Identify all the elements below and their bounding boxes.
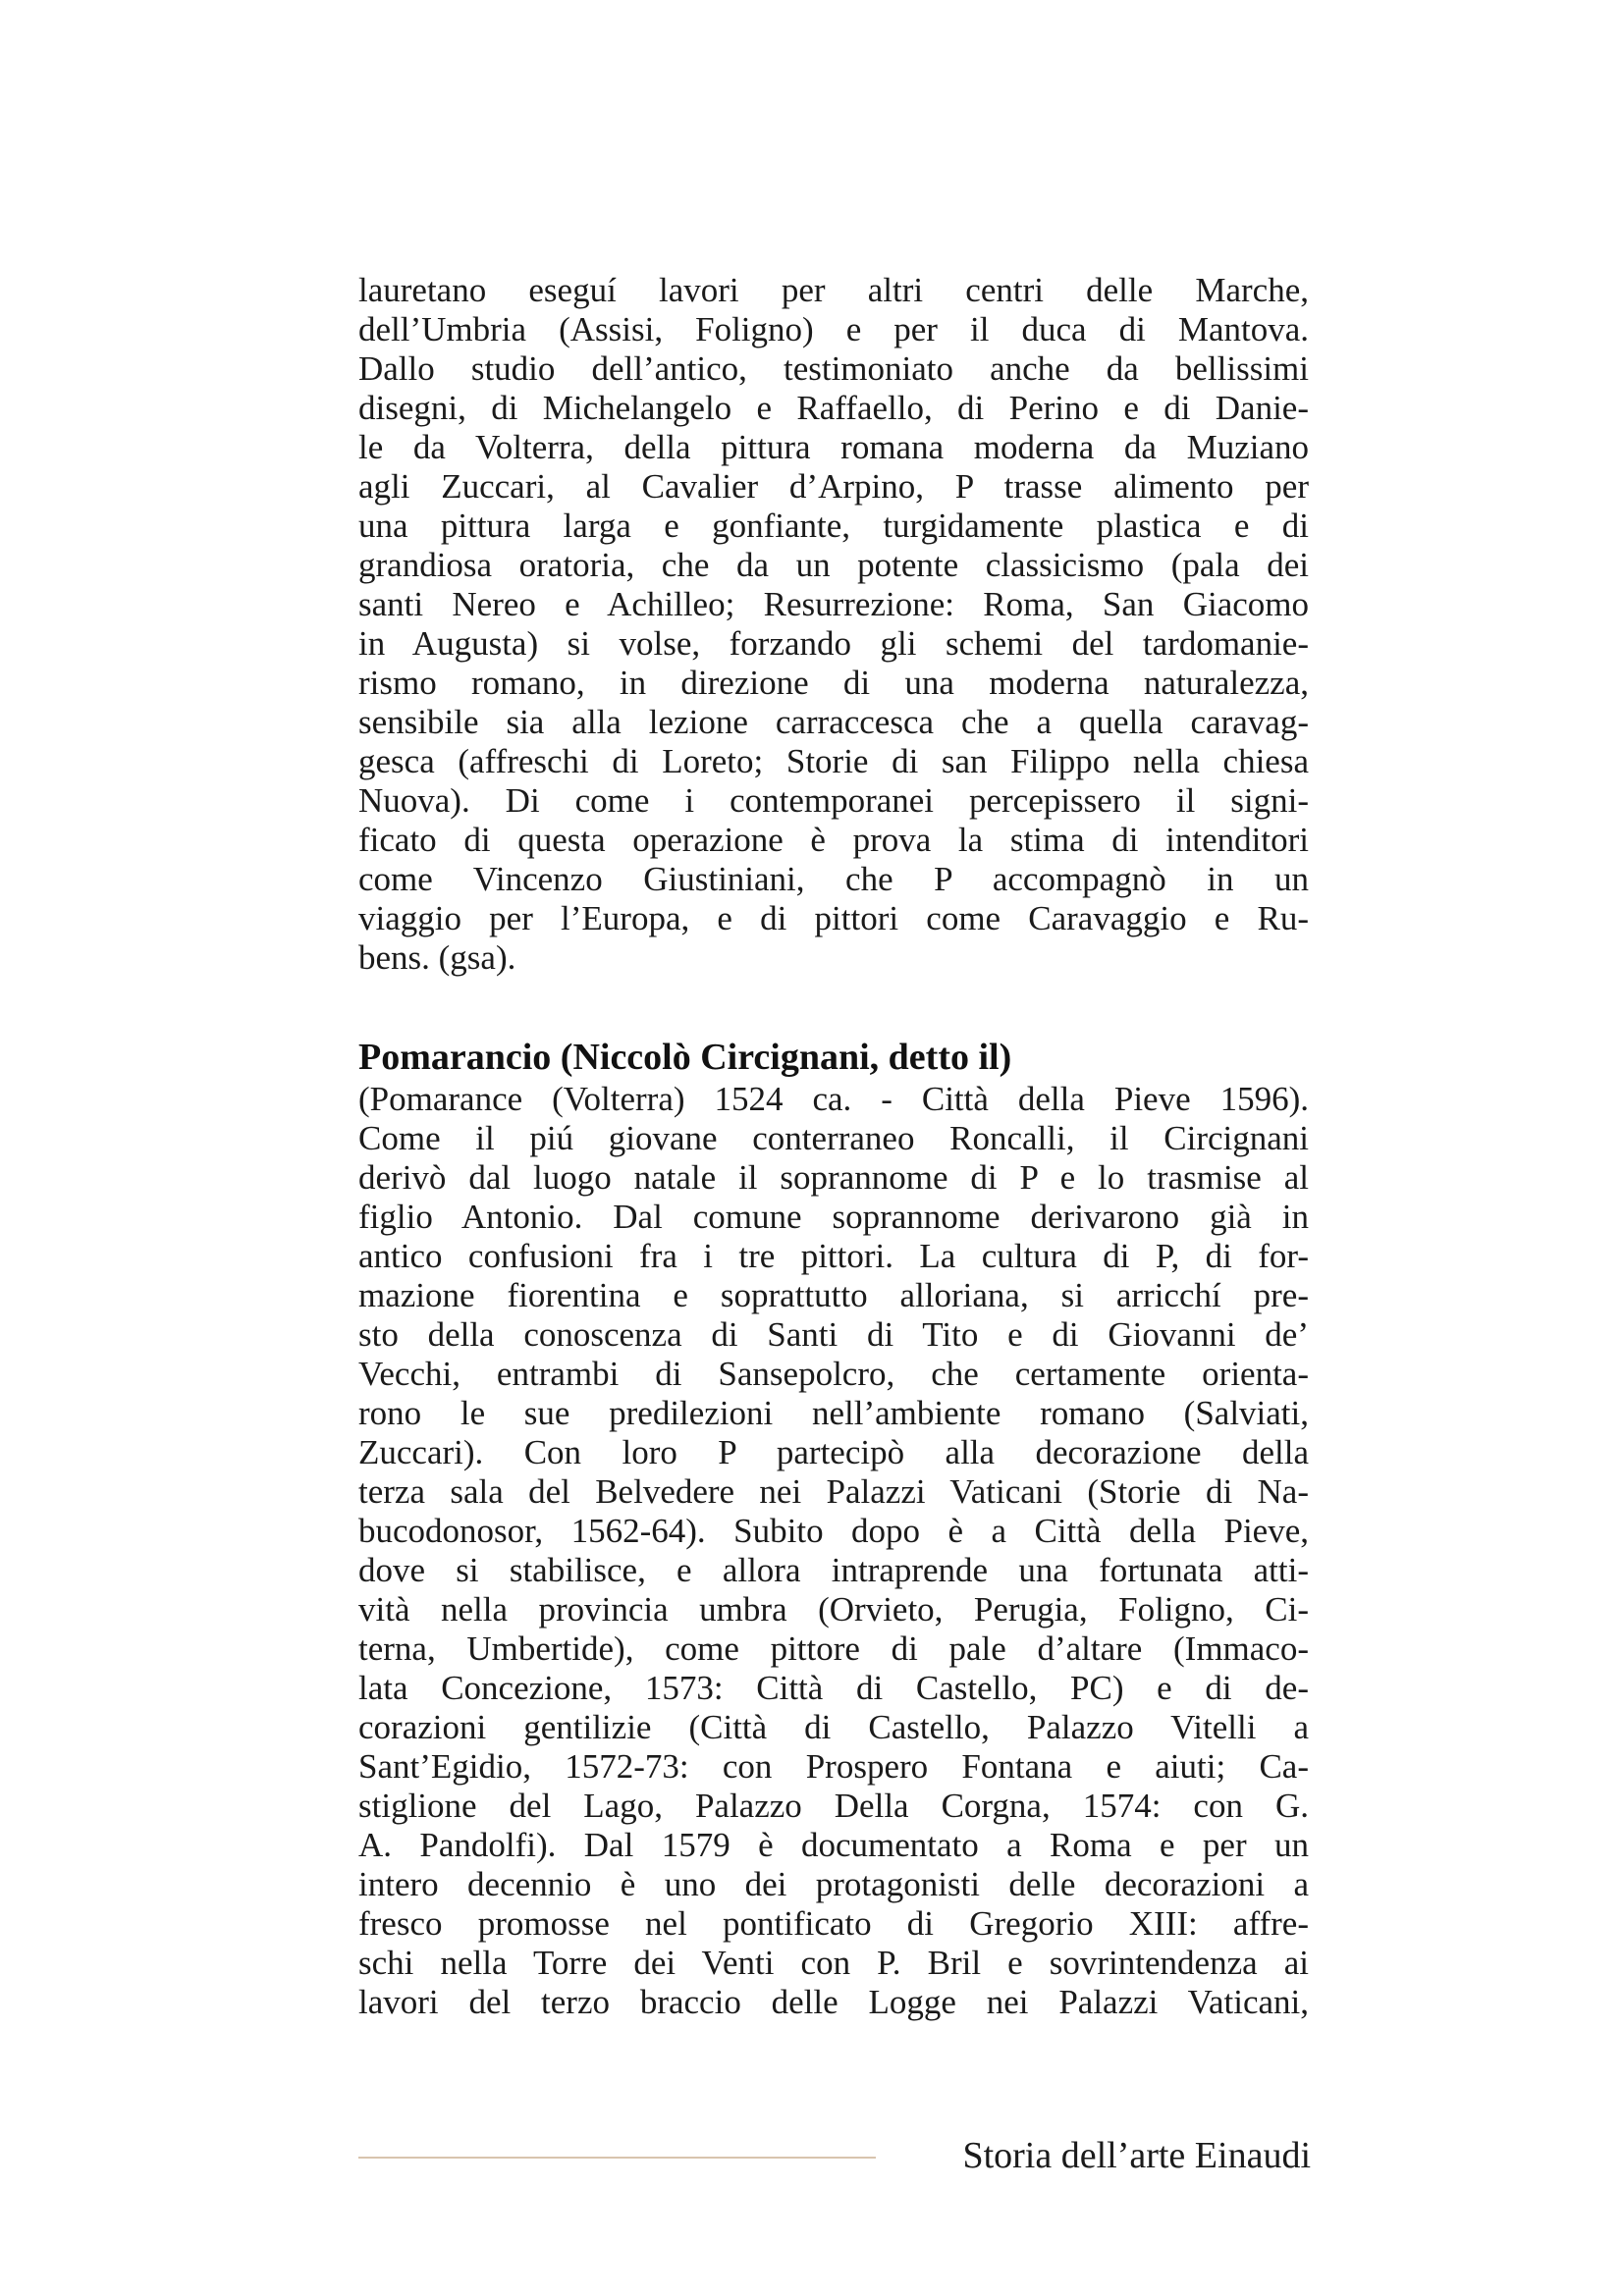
text-line: disegni, di Michelangelo e Raffaello, di Perino e di Danie- bbox=[358, 389, 1309, 427]
text-line: le da Volterra, della pittura romana moderna da Muziano bbox=[358, 428, 1309, 466]
footer-publication-title: Storia dell’arte Einaudi bbox=[962, 2135, 1311, 2176]
text-line: in Augusta) si volse, forzando gli schemi del tardomanie- bbox=[358, 624, 1309, 663]
entry-heading: Pomarancio (Niccolò Circignani, detto il) bbox=[358, 1037, 1012, 1078]
text-line: santi Nereo e Achilleo; Resurrezione: Roma, San Giacomo bbox=[358, 585, 1309, 623]
text-line: lavori del terzo braccio delle Logge nei Palazzi Vaticani, bbox=[358, 1983, 1309, 2021]
text-line: fresco promosse nel pontificato di Gregorio XIII: affre- bbox=[358, 1904, 1309, 1943]
text-line: dove si stabilisce, e allora intraprende una fortunata atti- bbox=[358, 1551, 1309, 1589]
text-line: bucodonosor, 1562-64). Subito dopo è a Città della Pieve, bbox=[358, 1512, 1309, 1550]
text-line: antico confusioni fra i tre pittori. La cultura di P, di for- bbox=[358, 1237, 1309, 1275]
text-line: una pittura larga e gonfiante, turgidamente plastica e di bbox=[358, 507, 1309, 545]
text-line: ficato di questa operazione è prova la stima di intenditori bbox=[358, 821, 1309, 859]
text-line: sensibile sia alla lezione carraccesca che a quella caravag- bbox=[358, 703, 1309, 741]
text-line: bens. (gsa). bbox=[358, 938, 516, 977]
text-line: come Vincenzo Giustiniani, che P accompagnò in un bbox=[358, 860, 1309, 898]
footer-rule bbox=[358, 2157, 876, 2159]
text-line: terna, Umbertide), come pittore di pale d’altare (Immaco- bbox=[358, 1629, 1309, 1668]
text-line: stiglione del Lago, Palazzo Della Corgna, 1574: con G. bbox=[358, 1787, 1309, 1825]
paragraph-1 bbox=[358, 271, 1309, 978]
text-line: A. Pandolfi). Dal 1579 è documentato a Roma e per un bbox=[358, 1826, 1309, 1864]
text-line: dell’Umbria (Assisi, Foligno) e per il duca di Mantova. bbox=[358, 310, 1309, 348]
text-line: grandiosa oratoria, che da un potente classicismo (pala dei bbox=[358, 546, 1309, 584]
text-line: gesca (affreschi di Loreto; Storie di san Filippo nella chiesa bbox=[358, 742, 1309, 780]
text-line: Nuova). Di come i contemporanei percepissero il signi- bbox=[358, 781, 1309, 820]
text-line: terza sala del Belvedere nei Palazzi Vaticani (Storie di Na- bbox=[358, 1472, 1309, 1511]
text-line: corazioni gentilizie (Città di Castello, Palazzo Vitelli a bbox=[358, 1708, 1309, 1746]
text-line: figlio Antonio. Dal comune soprannome derivarono già in bbox=[358, 1198, 1309, 1236]
text-line: lata Concezione, 1573: Città di Castello, PC) e di de- bbox=[358, 1669, 1309, 1707]
text-line: intero decennio è uno dei protagonisti delle decorazioni a bbox=[358, 1865, 1309, 1903]
text-line: rono le sue predilezioni nell’ambiente romano (Salviati, bbox=[358, 1394, 1309, 1432]
text-line: mazione fiorentina e soprattutto alloriana, si arricchí pre- bbox=[358, 1276, 1309, 1314]
text-line: rismo romano, in direzione di una moderna naturalezza, bbox=[358, 664, 1309, 702]
text-line: schi nella Torre dei Venti con P. Bril e sovrintendenza ai bbox=[358, 1944, 1309, 1982]
text-line: (Pomarance (Volterra) 1524 ca. - Città della Pieve 1596). bbox=[358, 1080, 1309, 1118]
text-line: Vecchi, entrambi di Sansepolcro, che certamente orienta- bbox=[358, 1355, 1309, 1393]
text-line: Zuccari). Con loro P partecipò alla decorazione della bbox=[358, 1433, 1309, 1471]
text-column bbox=[358, 271, 1309, 2022]
text-line: lauretano eseguí lavori per altri centri delle Marche, bbox=[358, 271, 1309, 309]
text-line: viaggio per l’Europa, e di pittori come Caravaggio e Ru- bbox=[358, 899, 1309, 937]
text-line: agli Zuccari, al Cavalier d’Arpino, P trasse alimento per bbox=[358, 467, 1309, 506]
text-line: Come il piú giovane conterraneo Roncalli, il Circignani bbox=[358, 1119, 1309, 1157]
text-line: Dallo studio dell’antico, testimoniato anche da bellissimi bbox=[358, 349, 1309, 388]
text-line: Sant’Egidio, 1572-73: con Prospero Fontana e aiuti; Ca- bbox=[358, 1747, 1309, 1786]
text-line: vità nella provincia umbra (Orvieto, Perugia, Foligno, Ci- bbox=[358, 1590, 1309, 1629]
paragraph-2 bbox=[358, 1080, 1309, 2022]
text-line: derivò dal luogo natale il soprannome di P e lo trasmise al bbox=[358, 1158, 1309, 1197]
text-line: sto della conoscenza di Santi di Tito e di Giovanni de’ bbox=[358, 1315, 1309, 1354]
